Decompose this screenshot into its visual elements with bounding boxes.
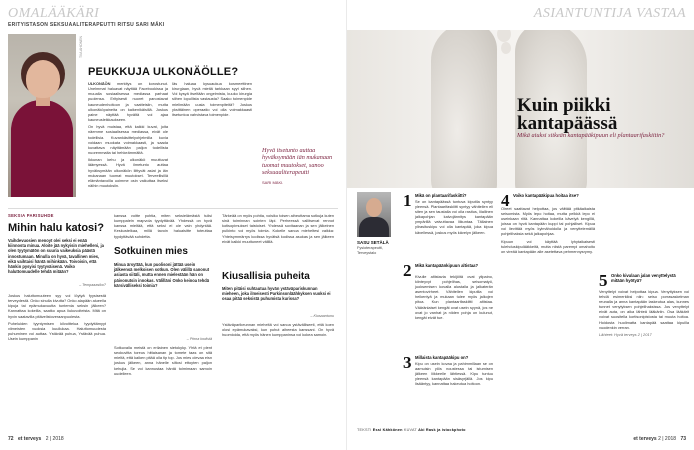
answer-3: Kipu on usein kovaa ja pahimmillaan se on aamuisin ylös noustessa tai istumisen jälkeen liikkeelle lähtiessä. Kipu tuntuu yleensä kantapään sisäsyrjällä. Jos kipu lisääntyy, kannattaa hakeutua hoitoon. [415,361,493,387]
left-kicker: OMALÄÄKÄRI [8,6,100,21]
answer-5-source: Lähteet: Hyvä terveys 2 | 2017 [599,331,652,337]
question-1: Mikä on plantaarifaskiitti? [415,193,467,198]
pull-quote-text: Hyvä itsetunto auttaa hyväksymään iän mukanaan tuomat muutokset, sanoo seksuaaliterapeutti [262,147,333,177]
pull-quote-signature: SARI MÄKI. [262,179,284,185]
magazine-name: et terveys [633,436,657,442]
paragraph: Ystäväparikeunnan mieheltä voi sanoa ystävälliseeti, että koen olosi epämukavaksi, kun puhut aiheesta kanssani. On hyvä huomioida, että myös hänen kumppaninsa voi kokea samoin. [222,322,334,338]
expert-role: Fysioterapeutti, Terveystalo [357,246,383,255]
paragraph: kanssa voitte pohtia, miten seksielämästä tulisi kumppalein mapvola tyydyttävää. Yhdessä on hyvä kanssa mieltää, että seksi ei ole vain yhdyntää. Keskustelkaa, millä tavoin haluaisitte toteuttaa tyydyttävää suhdetta. [114,213,212,239]
hero-shape-left-foot [431,30,497,188]
hero-shape-toe [501,42,511,54]
paragraph: Ikkunan kehu ja ulkonäkö muuttuvat iäämyessä. Hyvä ilmetunto auttaa hyväksymään ulkonäkön liittyvät asiat ja iän mukanaan tuomat muutokset. Terveellisillä elämäntavoilla uoimme osin vaikuttaa itseksi näihin muutoksiin. [88,157,168,188]
article-credits [357,428,466,432]
heading-mihin-halu: Mihin halu katosi? [8,222,104,234]
answer-column-5 [222,322,334,339]
page-number: 72 [8,436,14,442]
lead-text: merkitys on korostunut. Unelmmat haluavat näyttää Facebookissa ja muualla sosiaalisessa mediassa parhaat puolensa. Erityisesti nuoret panostavat kauneudenhoitoon ja vaatteisiin, mutta ulkonäköpaineita on kaikenikäisillä. Joskus paine näyttää hyvältä voi ajaa kauneusleikkaukseen. [88,81,168,123]
credits-author: Essi Kähkönen [372,428,403,432]
paragraph: Sotkuvalla meistä on erilainen sietokyky. Yhtä et plent seokuvitta toreus hittaisanan ja tomete taas on sitä mieltä, että kaiken pitää olla tip top. Jos mies olevaa eisn joskus jälkeen, anna hänelle siltosi ettoyten paljon kehujia. Se voi kannustaa häntä toimimaan samoin uudelleen. [114,345,212,376]
answer-4-text-2: Kipuun voi käyttää lyhytaikaisesti tulehduskipulääkkeitä, mutta niistä parempi omahoito on vireää kantapään alle asetettava pehmennysrymy. [501,238,595,254]
paragraph: Iäs haluaa kysuaukua kosmeettinen kirurgiaan, hyvä mietiä tarkkaan syyt siihen. Voi kysyä itseltään ongelmista, kuuko kirurgia siihen lopullista vastausta? Saako toimenpide mielimään uusia toimenpiteitä? Joskus yksittäinen operaatio voi olla voimakkaasti itsetuntoa vahvistava toimenpide. [172,81,252,117]
hero-shape-toe [497,30,511,42]
hero-title: Kuin piikki kantapäässä [517,95,618,134]
heading-kiusallisia-puheita: Kiusallisia puheita [222,271,310,282]
paragraph: Puheluiden tyyntymisen kilvoittelua tyydyttämyyt viimeisten vuoksia kuullukaa. Haluttomuudesta puhuminen voi auttaa. Ystävää puhua, Ystävää puhua. Usein kumppanin [8,320,106,342]
section-divider [8,208,338,209]
left-folio [8,436,64,442]
issue-number: 2 | 2018 [658,436,677,442]
question-number-5: 5 [599,271,608,290]
photo-shape-head [366,198,382,217]
answer-column-4 [222,213,334,246]
reader-question-3: Miten pitäisi suhtautua hyvän ystäväpariskunnan mieheen, joka ilmeisesti Parkinsonläähkyksen vuoksi ei osaa pitää seksistä puhumista kurissa? [222,286,331,302]
photo-shape-body [359,217,389,237]
pull-quote [262,147,336,186]
credits-photo-label: KUVAT [403,428,417,432]
question-5: Onko kivulaan jalan venyttelystä mitään hyötyä? [611,273,676,284]
article-lead-paragraph [88,81,168,122]
article-title: PEUKKUJA ULKONÄÖLLE? [88,66,239,78]
reader-question-1: Vaihdevuosien menoyt olei seksi ei enää kiinnosta minua. Aloite jää nykyisin miehelleni, ja olen tyytymätön on suuria vaikeuksia päästä innostumaan. Minulla on hyvä, tavallinen mies, eikä vaihtaisi häntä mihinkään. Toivoisin, että hänkin pysyisi tyytyväisenä. Voiko haluttomuudelle tehdä mitään? [8,238,104,275]
section-tag: SEKSIA PARISUHDE [8,213,54,218]
photo-shape-head [26,60,60,98]
reader-signature-1: – Tempaaasiko? [79,283,106,287]
right-folio [630,436,686,442]
author-photo [8,34,76,197]
reader-signature-2: – Pinna kodistä [186,337,212,341]
paragraph: Joskus haluttomuuteen syy voi löytyä fyysisestä terveydestä. Onko sinulla kivutta? Onko alapään alueella kipuja tai epämukavuutta tuntemia seksin jälkeen? Kannattaa kokeilla, saatko apua liukuvoiteista. Mitä on hyvin saatavilla pitävelistoveraanpuolesta. [8,293,106,319]
answer-5 [599,289,689,337]
question-number-2: 2 [403,261,412,280]
question-number-4: 4 [501,191,510,210]
right-page [347,0,694,450]
answer-2: Kivulle altistavia tekijöitä ovat ylipaino, kiinteyvyt pohjelihas, seisomatyö, juoksemisen kovalla alustalla ja jalkaterän asentovirheet. Vähitellen kiputila voi heikentyä ja mukaan tulee myös jalkojen pitoa. Kun plantaarifaskiitti altistaa. Vääränlaiset kengät ovat usein syynä, jos ne ovat jo vanhat ja niiden pohja on kulunut, kengät eivät tue. [415,274,493,320]
left-kicker-sub: ERITYISTASON SEKSUAALITERAPEUTTI RITSU SARI MÄKI [8,22,165,28]
answer-4 [501,206,595,254]
answer-4-text: Oireet saattavat helpottaa, jos välttää pitkäaikaista seisomista. Myös lepo hoitaa, mutta pelkkä lepo ei useinkaan riitä. Kannattaa kokeilla kävelyä kengillä, joissa on hyvä kantapään kuppi tai pohjalliset. Kipua voi lievittää myös kylmähoidolla ja venyttelemällä pohjelihaksia sekä jalkapohjaa. [501,206,595,237]
reader-question-2: Minua ärsyttää, kun puolisoni jättää usein jälkeensä melkoisen sotkun. Olen välillä sanonut asiasta siitäli, mutta ennen mielestään hän on päivonutsin innokas. Välilläni Onko keinoa tehdä kärsivälliseksi toimia? [114,262,210,288]
paragraph: Tärkeää on myös pohtia, voisiko toisen aiheuttama sotkuja kuten sinä toiminnan sointen läpi. Perheessä vallitsevat rennot kotisopimukset taistoiset. Yhdessä sovitaanan ja sen jälkeinen pulkinto voi myös toimia. Kokeile sanoa mieheltesi vaikka: Yhteisymmärrys kodissa hyvätsä kodissa asukas ja sen jälkeen eivät kaikki muuttuneet välillä. [222,213,334,244]
credits-photographer: Aki Rask ja istockphoto [418,428,466,432]
page-number: 73 [680,436,686,442]
photo-credit: TIIA AHONEN [79,36,83,58]
issue-number: 2 | 2018 [45,436,64,442]
question-3: Millaista kantapääkipu on? [415,355,469,360]
right-kicker: ASIANTUNTIJA VASTAA [533,6,686,21]
answer-column-2 [114,213,212,241]
expert-photo [357,192,391,237]
article-column-1 [88,81,168,190]
question-number-3: 3 [403,353,412,372]
heading-sotkuinen-mies: Sotkuinen mies [114,246,188,257]
question-number-1: 1 [403,191,412,210]
photo-shape-body [11,100,73,197]
expert-name: SASU SETÄLÄ [357,240,389,245]
hero-deck: Mikä aiuksi sitkeän kantapääkipuun eli plantaarifaskiitin? [517,132,665,139]
answer-5-text: Venyttelyt voivat helpottaa kipua. Venyttyksen voi tehdä esimerkiksi niin: seiso porrasaskelman reunalla ja anna kantapään laskeutua alas, kunnes tunnet venytyksen pohjelihaksissa. Jos venyttelyt eivät auta, on aika lähteä lääkäriin. Osa lääkärit voivat suositella kortisonipistosta tai muuta hoitoa. Hoidosta huolimatta kantapää saattaa kipuilla vuodenkin verran. [599,289,689,330]
lead-word: ULKONÄÖN [88,81,111,86]
paragraph: On hyvä muistaa, että kaikki kuvat, joita näemme sosiaalisessa mediassa, eivät ole todellisia. Kuvankäsittelyohjelmilla kuvia voidaan muokata voimakkaasti, ja saada kuvattava näyttämään paljon todellista nuoremmalta tai hehkeämmältä. [88,124,168,156]
article-column-2 [172,81,252,119]
reader-signature-3: – Kiusaantunu [310,314,334,318]
answer-column-1 [8,293,106,343]
question-2: Mikä kantapäänkipuun altistaa? [415,263,479,268]
question-4: Voiko kantapääkipua hoitaa itse? [513,193,579,198]
answer-1: Se on kantapäässä tuntuva kiputila syntyy yleensä. Plantaarifaskiitti syntyy vähitellen eli siten ja sen taustalla voi olla rasitus, liiallinen jalkapohjan kalvojännitys kantapään ympärillä vaivuttavaa liikuntaa. Tällainen ylirasituskipu voi olla kantapää, joka kipua kävellessä, joskus myös kävelyn jälkeen. [415,199,493,235]
credits-text-label: TEKSTI [357,428,372,432]
magazine-name: et terveys [17,436,42,442]
answer-column-3 [114,345,212,378]
